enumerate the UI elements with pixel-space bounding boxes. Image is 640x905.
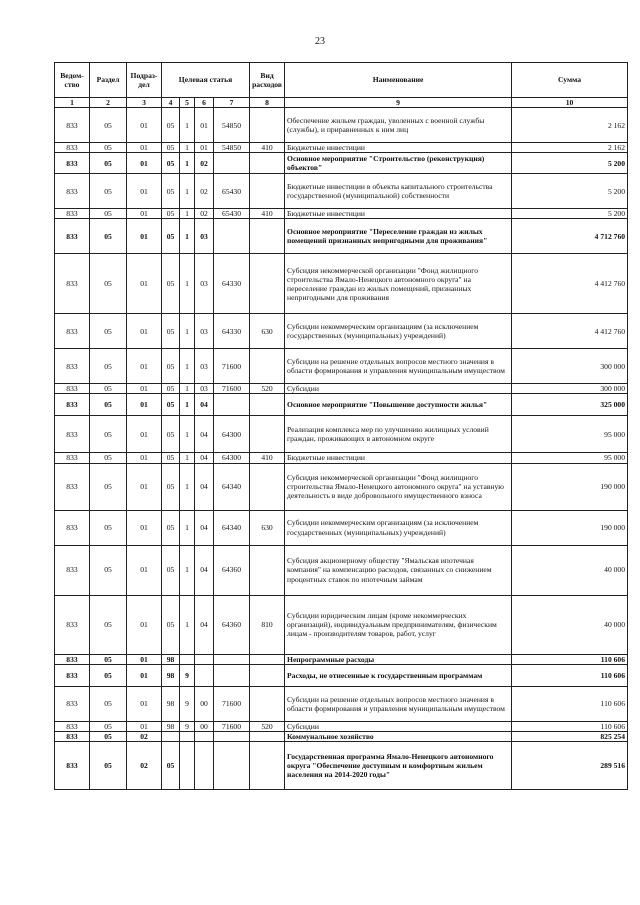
exp-type-cell	[250, 463, 285, 510]
target-code-4: 64340	[214, 510, 250, 545]
table-row	[55, 143, 628, 153]
subsection-cell: 01	[127, 463, 162, 510]
section-cell: 05	[90, 349, 127, 384]
exp-type-cell	[250, 545, 285, 595]
target-code-4: 64300	[214, 416, 250, 453]
target-code-2: 1	[180, 394, 195, 416]
subsection-cell: 01	[127, 654, 162, 664]
table-row	[55, 463, 628, 510]
table-row	[55, 416, 628, 453]
sum-cell: 40 000	[512, 545, 628, 595]
target-code-3: 03	[195, 349, 214, 384]
target-code-3	[195, 654, 214, 664]
target-code-2: 1	[180, 453, 195, 463]
sum-cell: 110 606	[512, 664, 628, 686]
column-index-row	[55, 98, 628, 108]
sum-cell: 4 712 760	[512, 219, 628, 254]
section-cell: 05	[90, 721, 127, 731]
target-code-4: 64360	[214, 595, 250, 654]
subsection-cell: 01	[127, 595, 162, 654]
exp-type-cell	[250, 394, 285, 416]
subsection-cell: 01	[127, 384, 162, 394]
name-cell: Обеспечение жильем граждан, уволенных с военной службы (службы), и приравненных к ним лиц	[285, 108, 512, 143]
exp-type-cell: 520	[250, 384, 285, 394]
target-code-2: 1	[180, 510, 195, 545]
table-row	[55, 108, 628, 143]
dept-cell: 833	[55, 209, 90, 219]
subsection-cell: 01	[127, 416, 162, 453]
target-code-4: 71600	[214, 384, 250, 394]
name-cell: Основное мероприятие "Повышение доступности жилья"	[285, 394, 512, 416]
exp-type-cell: 410	[250, 209, 285, 219]
target-code-1: 05	[162, 349, 180, 384]
target-code-3: 04	[195, 453, 214, 463]
column-index: 1	[55, 98, 90, 108]
subsection-cell: 01	[127, 664, 162, 686]
table-row	[55, 349, 628, 384]
target-code-3: 04	[195, 416, 214, 453]
target-code-3: 03	[195, 254, 214, 314]
target-code-1: 05	[162, 143, 180, 153]
dept-cell: 833	[55, 384, 90, 394]
header-row	[55, 63, 628, 98]
target-code-1: 05	[162, 153, 180, 174]
section-cell: 05	[90, 686, 127, 721]
exp-type-cell: 410	[250, 453, 285, 463]
subsection-cell: 01	[127, 254, 162, 314]
section-cell: 05	[90, 654, 127, 664]
dept-cell: 833	[55, 254, 90, 314]
dept-cell: 833	[55, 453, 90, 463]
target-code-4: 64300	[214, 453, 250, 463]
section-cell: 05	[90, 209, 127, 219]
column-index: 4	[162, 98, 180, 108]
target-code-3: 04	[195, 394, 214, 416]
name-cell: Субсидии	[285, 384, 512, 394]
target-code-3: 04	[195, 463, 214, 510]
name-cell: Основное мероприятие "Строительство (реконструкция) объектов"	[285, 153, 512, 174]
name-cell: Субсидии на решение отдельных вопросов местного значения в области формирования и управления муниципальным имуществом	[285, 349, 512, 384]
exp-type-cell: 410	[250, 143, 285, 153]
table-body	[55, 108, 628, 790]
sum-cell: 4 412 760	[512, 314, 628, 349]
name-cell: Реализация комплекса мер по улучшению жилищных условий граждан, проживающих в автономном округе	[285, 416, 512, 453]
header-target: Целевая статья	[162, 63, 250, 98]
exp-type-cell	[250, 664, 285, 686]
section-cell: 05	[90, 143, 127, 153]
target-code-4: 71600	[214, 686, 250, 721]
target-code-1: 05	[162, 314, 180, 349]
section-cell: 05	[90, 384, 127, 394]
target-code-3: 02	[195, 153, 214, 174]
sum-cell: 95 000	[512, 416, 628, 453]
column-index: 3	[127, 98, 162, 108]
dept-cell: 833	[55, 510, 90, 545]
target-code-3: 03	[195, 314, 214, 349]
table-row	[55, 595, 628, 654]
sum-cell: 110 606	[512, 686, 628, 721]
section-cell: 05	[90, 394, 127, 416]
dept-cell: 833	[55, 153, 90, 174]
exp-type-cell	[250, 741, 285, 789]
subsection-cell: 01	[127, 545, 162, 595]
table-row	[55, 219, 628, 254]
dept-cell: 833	[55, 416, 90, 453]
table-row	[55, 741, 628, 789]
sum-cell: 300 000	[512, 349, 628, 384]
subsection-cell: 01	[127, 209, 162, 219]
target-code-2: 1	[180, 254, 195, 314]
sum-cell: 825 254	[512, 731, 628, 741]
column-index: 6	[195, 98, 214, 108]
subsection-cell: 01	[127, 721, 162, 731]
target-code-2: 1	[180, 545, 195, 595]
sum-cell: 4 412 760	[512, 254, 628, 314]
dept-cell: 833	[55, 349, 90, 384]
exp-type-cell	[250, 153, 285, 174]
sum-cell: 325 000	[512, 394, 628, 416]
target-code-3: 04	[195, 510, 214, 545]
dept-cell: 833	[55, 394, 90, 416]
column-index: 8	[250, 98, 285, 108]
table-row	[55, 314, 628, 349]
target-code-3: 01	[195, 108, 214, 143]
name-cell: Бюджетные инвестиции	[285, 209, 512, 219]
dept-cell: 833	[55, 654, 90, 664]
target-code-4: 64330	[214, 314, 250, 349]
table-row	[55, 686, 628, 721]
target-code-4: 65430	[214, 174, 250, 209]
name-cell: Субсидии юридическим лицам (кроме некоммерческих организаций), индивидуальным предпринимателям, физическим лицам - производителям товаров, работ, услуг	[285, 595, 512, 654]
subsection-cell: 01	[127, 453, 162, 463]
target-code-2: 1	[180, 595, 195, 654]
section-cell: 05	[90, 731, 127, 741]
target-code-4: 64340	[214, 463, 250, 510]
dept-cell: 833	[55, 664, 90, 686]
table-row	[55, 721, 628, 731]
subsection-cell: 02	[127, 731, 162, 741]
page-number: 23	[315, 36, 325, 47]
exp-type-cell	[250, 254, 285, 314]
table-row	[55, 153, 628, 174]
name-cell: Субсидии некоммерческим организациям (за исключением государственных (муниципальных) учреждений)	[285, 510, 512, 545]
section-cell: 05	[90, 463, 127, 510]
target-code-2: 1	[180, 384, 195, 394]
subsection-cell: 01	[127, 510, 162, 545]
sum-cell: 110 606	[512, 721, 628, 731]
target-code-2: 1	[180, 349, 195, 384]
dept-cell: 833	[55, 463, 90, 510]
exp-type-cell	[250, 686, 285, 721]
column-index: 5	[180, 98, 195, 108]
section-cell: 05	[90, 254, 127, 314]
sum-cell: 300 000	[512, 384, 628, 394]
target-code-1: 05	[162, 209, 180, 219]
exp-type-cell	[250, 349, 285, 384]
target-code-1: 05	[162, 416, 180, 453]
section-cell: 05	[90, 174, 127, 209]
target-code-3: 02	[195, 174, 214, 209]
section-cell: 05	[90, 741, 127, 789]
target-code-3: 03	[195, 219, 214, 254]
target-code-4	[214, 219, 250, 254]
column-index: 9	[285, 98, 512, 108]
sum-cell: 5 200	[512, 174, 628, 209]
dept-cell: 833	[55, 721, 90, 731]
target-code-1: 05	[162, 595, 180, 654]
target-code-3: 04	[195, 545, 214, 595]
target-code-1: 05	[162, 219, 180, 254]
table-row	[55, 209, 628, 219]
section-cell: 05	[90, 595, 127, 654]
dept-cell: 833	[55, 731, 90, 741]
table-row	[55, 731, 628, 741]
dept-cell: 833	[55, 174, 90, 209]
target-code-4	[214, 731, 250, 741]
table-row	[55, 664, 628, 686]
header-exp-type: Вид расходов	[250, 63, 285, 98]
target-code-1: 98	[162, 721, 180, 731]
target-code-1: 05	[162, 108, 180, 143]
header-name: Наименование	[285, 63, 512, 98]
dept-cell: 833	[55, 143, 90, 153]
target-code-2: 1	[180, 174, 195, 209]
target-code-4: 71600	[214, 721, 250, 731]
exp-type-cell: 630	[250, 314, 285, 349]
target-code-4	[214, 654, 250, 664]
header-section: Раздел	[90, 63, 127, 98]
dept-cell: 833	[55, 314, 90, 349]
sum-cell: 5 200	[512, 153, 628, 174]
target-code-3: 00	[195, 721, 214, 731]
target-code-3: 01	[195, 143, 214, 153]
table-row	[55, 174, 628, 209]
target-code-2	[180, 741, 195, 789]
exp-type-cell: 630	[250, 510, 285, 545]
header-sum: Сумма	[512, 63, 628, 98]
sum-cell: 2 162	[512, 143, 628, 153]
dept-cell: 833	[55, 108, 90, 143]
name-cell: Бюджетные инвестиции	[285, 143, 512, 153]
exp-type-cell	[250, 654, 285, 664]
exp-type-cell	[250, 731, 285, 741]
target-code-2: 9	[180, 686, 195, 721]
target-code-3	[195, 731, 214, 741]
column-index: 10	[512, 98, 628, 108]
target-code-4	[214, 153, 250, 174]
subsection-cell: 01	[127, 108, 162, 143]
name-cell: Субсидия акционерному обществу "Ямальская ипотечная компания" на компенсацию расходов, связанных со снижением процентных ставок по ипотечным займам	[285, 545, 512, 595]
target-code-1: 05	[162, 384, 180, 394]
name-cell: Непрограммные расходы	[285, 654, 512, 664]
target-code-3: 00	[195, 686, 214, 721]
target-code-4: 54850	[214, 108, 250, 143]
table-row	[55, 545, 628, 595]
name-cell: Субсидия некоммерческой организации "Фонд жилищного строительства Ямало-Ненецкого автономного округа" на переселение граждан из жилых помещений, признанных непригодными для проживания	[285, 254, 512, 314]
target-code-1: 05	[162, 741, 180, 789]
target-code-2: 1	[180, 209, 195, 219]
target-code-2: 1	[180, 463, 195, 510]
target-code-4: 64360	[214, 545, 250, 595]
sum-cell: 190 000	[512, 463, 628, 510]
subsection-cell: 01	[127, 349, 162, 384]
exp-type-cell: 810	[250, 595, 285, 654]
dept-cell: 833	[55, 545, 90, 595]
target-code-1: 05	[162, 463, 180, 510]
target-code-1: 05	[162, 545, 180, 595]
target-code-1	[162, 731, 180, 741]
target-code-4: 64330	[214, 254, 250, 314]
subsection-cell: 01	[127, 686, 162, 721]
target-code-2	[180, 731, 195, 741]
name-cell: Субсидии некоммерческим организациям (за исключением государственных (муниципальных) учреждений)	[285, 314, 512, 349]
sum-cell: 110 606	[512, 654, 628, 664]
sum-cell: 40 000	[512, 595, 628, 654]
target-code-1: 05	[162, 174, 180, 209]
subsection-cell: 01	[127, 153, 162, 174]
target-code-3: 04	[195, 595, 214, 654]
exp-type-cell	[250, 108, 285, 143]
sum-cell: 95 000	[512, 453, 628, 463]
name-cell: Расходы, не отнесенные к государственным программам	[285, 664, 512, 686]
target-code-4	[214, 394, 250, 416]
section-cell: 05	[90, 545, 127, 595]
name-cell: Субсидия некоммерческой организации "Фонд жилищного строительства Ямало-Ненецкого автономного округа" на уставную деятельность в виде добровольного имущественного взноса	[285, 463, 512, 510]
subsection-cell: 01	[127, 314, 162, 349]
target-code-4: 71600	[214, 349, 250, 384]
target-code-1: 98	[162, 686, 180, 721]
target-code-2: 1	[180, 416, 195, 453]
target-code-1: 05	[162, 453, 180, 463]
target-code-3	[195, 741, 214, 789]
sum-cell: 190 000	[512, 510, 628, 545]
table-row	[55, 510, 628, 545]
target-code-3: 03	[195, 384, 214, 394]
name-cell: Коммунальное хозяйство	[285, 731, 512, 741]
exp-type-cell	[250, 174, 285, 209]
section-cell: 05	[90, 219, 127, 254]
name-cell: Субсидии	[285, 721, 512, 731]
dept-cell: 833	[55, 219, 90, 254]
subsection-cell: 01	[127, 143, 162, 153]
target-code-2: 9	[180, 664, 195, 686]
target-code-1: 05	[162, 510, 180, 545]
sum-cell: 5 200	[512, 209, 628, 219]
section-cell: 05	[90, 314, 127, 349]
budget-table	[54, 62, 628, 790]
name-cell: Основное мероприятие "Переселение граждан из жилых помещений признанных непригодными для проживания"	[285, 219, 512, 254]
target-code-2: 1	[180, 314, 195, 349]
section-cell: 05	[90, 510, 127, 545]
subsection-cell: 01	[127, 219, 162, 254]
exp-type-cell	[250, 416, 285, 453]
target-code-4	[214, 664, 250, 686]
target-code-4	[214, 741, 250, 789]
name-cell: Государственная программа Ямало-Ненецкого автономного округа "Обеспечение доступным и комфортным жильем населения на 2014-2020 годы"	[285, 741, 512, 789]
section-cell: 05	[90, 453, 127, 463]
target-code-3: 02	[195, 209, 214, 219]
name-cell: Бюджетные инвестиции в объекты капитального строительства государственной (муниципальной) собственности	[285, 174, 512, 209]
target-code-4: 54850	[214, 143, 250, 153]
table-row	[55, 453, 628, 463]
dept-cell: 833	[55, 741, 90, 789]
target-code-2: 1	[180, 219, 195, 254]
name-cell: Субсидии на решение отдельных вопросов местного значения в области формирования и управления муниципальным имуществом	[285, 686, 512, 721]
sum-cell: 289 516	[512, 741, 628, 789]
exp-type-cell: 520	[250, 721, 285, 731]
target-code-2	[180, 654, 195, 664]
name-cell: Бюджетные инвестиции	[285, 453, 512, 463]
target-code-4: 65430	[214, 209, 250, 219]
column-index: 2	[90, 98, 127, 108]
target-code-3	[195, 664, 214, 686]
target-code-1: 05	[162, 254, 180, 314]
table-row	[55, 654, 628, 664]
table-row	[55, 254, 628, 314]
target-code-1: 98	[162, 664, 180, 686]
subsection-cell: 02	[127, 741, 162, 789]
header-subsection: Подраз-дел	[127, 63, 162, 98]
target-code-1: 05	[162, 394, 180, 416]
target-code-1: 98	[162, 654, 180, 664]
target-code-2: 1	[180, 108, 195, 143]
header-dept: Ведом-ство	[55, 63, 90, 98]
section-cell: 05	[90, 416, 127, 453]
subsection-cell: 01	[127, 174, 162, 209]
target-code-2: 1	[180, 153, 195, 174]
column-index: 7	[214, 98, 250, 108]
section-cell: 05	[90, 153, 127, 174]
target-code-2: 1	[180, 143, 195, 153]
table-row	[55, 394, 628, 416]
exp-type-cell	[250, 219, 285, 254]
sum-cell: 2 162	[512, 108, 628, 143]
target-code-2: 9	[180, 721, 195, 731]
section-cell: 05	[90, 664, 127, 686]
dept-cell: 833	[55, 686, 90, 721]
dept-cell: 833	[55, 595, 90, 654]
section-cell: 05	[90, 108, 127, 143]
table-row	[55, 384, 628, 394]
subsection-cell: 01	[127, 394, 162, 416]
